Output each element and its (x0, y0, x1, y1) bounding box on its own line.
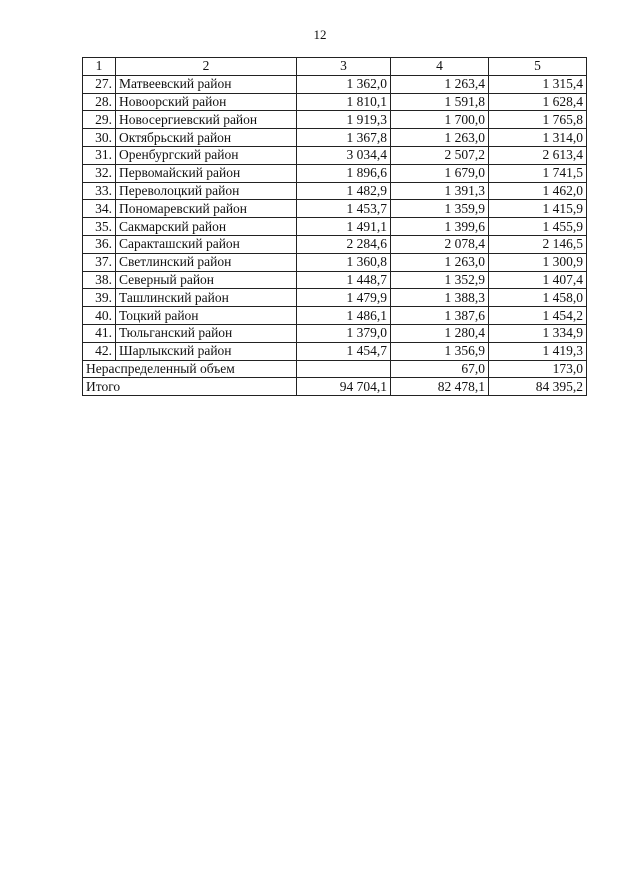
unallocated-label: Нераспределенный объем (83, 360, 297, 378)
value-col-3: 1 919,3 (297, 111, 391, 129)
row-number: 38. (83, 271, 116, 289)
value-col-3: 1 360,8 (297, 253, 391, 271)
table-row (83, 182, 587, 200)
value-col-4: 1 352,9 (391, 271, 489, 289)
row-number: 31. (83, 146, 116, 164)
header-cell-2: 2 (116, 58, 297, 76)
table-row (83, 307, 587, 325)
value-col-5: 1 315,4 (489, 75, 587, 93)
value-col-3: 1 482,9 (297, 182, 391, 200)
value-col-4: 1 387,6 (391, 307, 489, 325)
district-name: Переволоцкий район (116, 182, 297, 200)
value-col-3: 1 486,1 (297, 307, 391, 325)
page-number: 12 (313, 27, 327, 42)
value-col-3: 1 491,1 (297, 218, 391, 236)
district-name: Ташлинский район (116, 289, 297, 307)
district-name: Тюльганский район (116, 324, 297, 342)
value-col-3: 1 362,0 (297, 75, 391, 93)
district-name: Новоорский район (116, 93, 297, 111)
row-number: 33. (83, 182, 116, 200)
total-value-3: 94 704,1 (297, 378, 391, 396)
total-value-4: 82 478,1 (391, 378, 489, 396)
value-col-3: 1 379,0 (297, 324, 391, 342)
table-row (83, 289, 587, 307)
district-name: Пономаревский район (116, 200, 297, 218)
district-name: Тоцкий район (116, 307, 297, 325)
table-row (83, 200, 587, 218)
row-number: 39. (83, 289, 116, 307)
district-name: Шарлыкский район (116, 342, 297, 360)
row-number: 41. (83, 324, 116, 342)
value-col-4: 1 280,4 (391, 324, 489, 342)
value-col-5: 1 455,9 (489, 218, 587, 236)
value-col-3: 1 453,7 (297, 200, 391, 218)
district-name: Северный район (116, 271, 297, 289)
value-col-4: 1 263,0 (391, 129, 489, 147)
value-col-5: 1 765,8 (489, 111, 587, 129)
value-col-5: 1 458,0 (489, 289, 587, 307)
table-row (83, 111, 587, 129)
header-cell-5: 5 (489, 58, 587, 76)
value-col-5: 1 628,4 (489, 93, 587, 111)
header-row (83, 58, 587, 76)
district-name: Новосергиевский район (116, 111, 297, 129)
unallocated-value-4: 67,0 (391, 360, 489, 378)
district-name: Светлинский район (116, 253, 297, 271)
table-row (83, 342, 587, 360)
table-body (83, 58, 587, 396)
row-number: 37. (83, 253, 116, 271)
table-row (83, 271, 587, 289)
value-col-3: 3 034,4 (297, 146, 391, 164)
value-col-5: 1 419,3 (489, 342, 587, 360)
value-col-4: 1 399,6 (391, 218, 489, 236)
value-col-4: 1 388,3 (391, 289, 489, 307)
table-row (83, 93, 587, 111)
district-name: Первомайский район (116, 164, 297, 182)
value-col-3: 1 810,1 (297, 93, 391, 111)
value-col-4: 1 356,9 (391, 342, 489, 360)
value-col-5: 2 613,4 (489, 146, 587, 164)
value-col-4: 1 359,9 (391, 200, 489, 218)
row-number: 40. (83, 307, 116, 325)
district-name: Оренбургский район (116, 146, 297, 164)
row-number: 27. (83, 75, 116, 93)
value-col-5: 2 146,5 (489, 235, 587, 253)
value-col-4: 1 263,0 (391, 253, 489, 271)
row-number: 34. (83, 200, 116, 218)
value-col-5: 1 462,0 (489, 182, 587, 200)
value-col-3: 1 454,7 (297, 342, 391, 360)
value-col-4: 2 507,2 (391, 146, 489, 164)
unallocated-row (83, 360, 587, 378)
table-row (83, 129, 587, 147)
table-row (83, 146, 587, 164)
value-col-3: 1 367,8 (297, 129, 391, 147)
table-row (83, 235, 587, 253)
table-row (83, 75, 587, 93)
value-col-3: 1 479,9 (297, 289, 391, 307)
value-col-4: 1 679,0 (391, 164, 489, 182)
row-number: 28. (83, 93, 116, 111)
value-col-4: 2 078,4 (391, 235, 489, 253)
value-col-5: 1 407,4 (489, 271, 587, 289)
district-name: Октябрьский район (116, 129, 297, 147)
value-col-4: 1 263,4 (391, 75, 489, 93)
total-label: Итого (83, 378, 297, 396)
value-col-5: 1 454,2 (489, 307, 587, 325)
unallocated-value-5: 173,0 (489, 360, 587, 378)
value-col-5: 1 334,9 (489, 324, 587, 342)
row-number: 36. (83, 235, 116, 253)
value-col-5: 1 314,0 (489, 129, 587, 147)
row-number: 32. (83, 164, 116, 182)
table-row (83, 253, 587, 271)
value-col-5: 1 300,9 (489, 253, 587, 271)
value-col-4: 1 591,8 (391, 93, 489, 111)
value-col-3: 1 896,6 (297, 164, 391, 182)
value-col-4: 1 700,0 (391, 111, 489, 129)
value-col-3: 1 448,7 (297, 271, 391, 289)
value-col-5: 1 741,5 (489, 164, 587, 182)
row-number: 42. (83, 342, 116, 360)
table-row (83, 324, 587, 342)
row-number: 35. (83, 218, 116, 236)
value-col-4: 1 391,3 (391, 182, 489, 200)
header-cell-3: 3 (297, 58, 391, 76)
district-name: Саракташский район (116, 235, 297, 253)
row-number: 30. (83, 129, 116, 147)
district-name: Сакмарский район (116, 218, 297, 236)
row-number: 29. (83, 111, 116, 129)
budget-table (82, 57, 587, 396)
table-row (83, 218, 587, 236)
value-col-3: 2 284,6 (297, 235, 391, 253)
unallocated-value-3 (297, 360, 391, 378)
header-cell-4: 4 (391, 58, 489, 76)
table-row (83, 164, 587, 182)
district-name: Матвеевский район (116, 75, 297, 93)
value-col-5: 1 415,9 (489, 200, 587, 218)
total-value-5: 84 395,2 (489, 378, 587, 396)
header-cell-1: 1 (83, 58, 116, 76)
total-row (83, 378, 587, 396)
